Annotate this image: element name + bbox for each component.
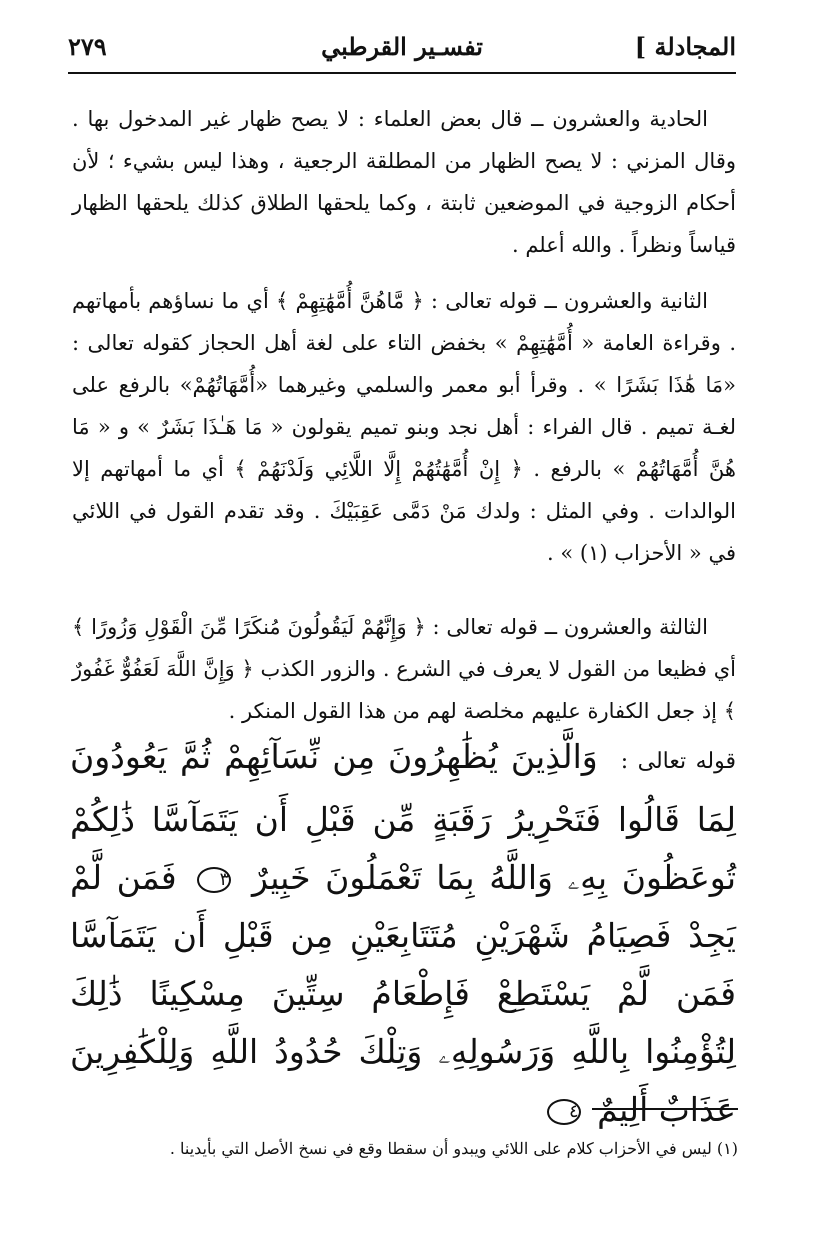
paragraph-text: الحادية والعشرون ــ قال بعض العلماء : لا يصح ظهار غير المدخول بها . وقال المزني : لا يصح الظهار من المطلقة الرجعية ، وهذا ليس بشيء ؛ لأن أحكام الزوجية في الموضعين ثابتة ، وكما يلحقها الطلاق كذلك يلحقها الظهار قياساً ونظراً . والله أعلم . — [72, 107, 736, 257]
verse-text-part-2: فَمَن لَّمْ يَجِدْ فَصِيَامُ شَهْرَيْنِ مُتَتَابِعَيْنِ مِن قَبْلِ أَن يَتَمَآسَّا فَمَن لَّمْ يَسْتَطِعْ فَإِطْعَامُ سِتِّينَ مِسْكِينًا ذَٰلِكَ لِتُؤْمِنُوا بِاللَّهِ وَرَسُولِهِۦ وَتِلْكَ حُدُودُ اللَّهِ وَلِلْكَٰفِرِينَ عَذَابٌ أَلِيمٌ — [70, 858, 736, 1129]
book-title: تفسـير القرطبي — [321, 32, 483, 61]
paragraph-text: الثالثة والعشرون ــ قوله تعالى : ﴿ وَإِنَّهُمْ لَيَقُولُونَ مُنكَرًا مِّنَ الْقَوْلِ وَزُورًا ﴾ أي فظيعا من القول لا يعرف في الشرع . والزور الكذب ﴿ وَإِنَّ اللَّهَ لَعَفُوٌّ غَفُورٌ ﴾ إذ جعل الكفارة عليهم مخلصة لهم من هذا القول المنكر . — [72, 615, 736, 723]
ayah-number-4: ٤ — [547, 1099, 581, 1125]
page-header — [68, 28, 736, 68]
footnote-rule — [592, 1108, 738, 1110]
paragraph-23 — [72, 606, 736, 732]
ayah-number-3: ٣ — [197, 867, 231, 893]
verse-lead: قوله تعالى : — [620, 749, 736, 774]
header-rule — [68, 72, 736, 74]
paragraph-22 — [72, 280, 736, 574]
page-number: ٢٧٩ — [68, 32, 107, 61]
paragraph-text: الثانية والعشرون ــ قوله تعالى : ﴿ مَّاهُنَّ أُمَّهَٰتِهِمْ ﴾ أي ما نساؤهم بأمهاتهم . وقراءة العامة « أُمَّهَٰتِهِمْ » بخفض التاء على لغة أهل الحجاز كقوله تعالى : «مَا هَٰذَا بَشَرًا » . وقرأ أبو معمر والسلمي وغيرهما «أُمَّهَاتُهُمْ» بالرفع على لغـة تميم . قال الفراء : أهل نجد وبنو تميم يقولون « مَا هَـٰذَا بَشَرٌ » و « مَا هُنَّ أُمَّهَاتُهُمْ » بالرفع . ﴿ إِنْ أُمَّهَٰتُهُمْ إِلَّا اللَّائِي وَلَدْنَهُمْ ﴾ أي ما أمهاتهم إلا الوالدات . وفي المثل : ولدك مَنْ دَمَّى عَقِبَيْكَ . وقد تقدم القول في اللائي في « الأحزاب (١) » . — [72, 289, 736, 565]
quran-verse-block — [70, 728, 736, 1139]
paragraph-21 — [72, 98, 736, 266]
footnote: (١) ليس في الأحزاب كلام على اللائي ويبدو أن سقطا وقع في نسخ الأصل التي بأيدينا . — [169, 1139, 738, 1158]
verse-text-part-1: وَالَّذِينَ يُظَٰهِرُونَ مِن نِّسَآئِهِمْ ثُمَّ يَعُودُونَ لِمَا قَالُوا فَتَحْرِيرُ رَقَبَةٍ مِّن قَبْلِ أَن يَتَمَآسَّا ذَٰلِكُمْ تُوعَظُونَ بِهِۦ وَاللَّهُ بِمَا تَعْمَلُونَ خَبِيرٌ — [70, 737, 736, 897]
surah-label: المجادلة ] — [634, 32, 736, 61]
